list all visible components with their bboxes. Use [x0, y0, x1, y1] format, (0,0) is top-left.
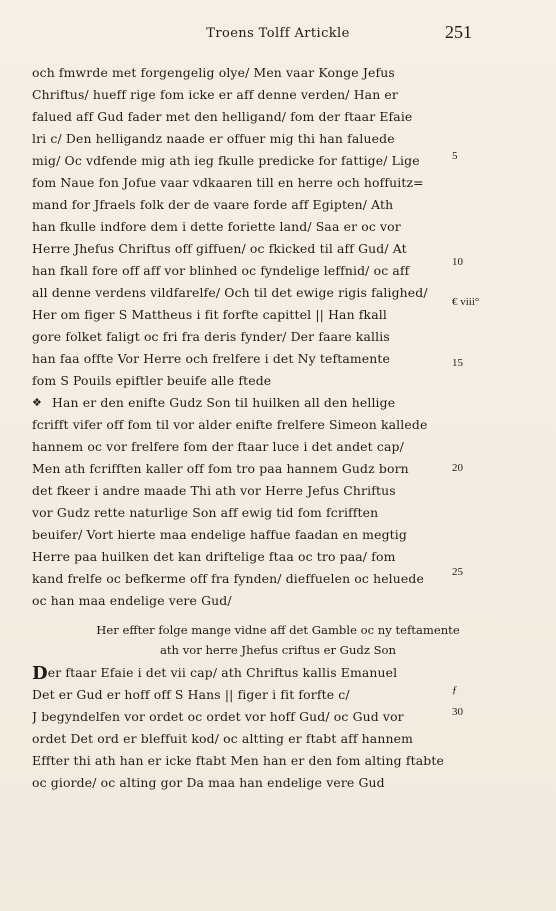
text-line: vor Gudz rette naturlige Son aff ewig tid fom fcrifften — [32, 505, 379, 520]
line-number-20: 20 — [452, 462, 463, 474]
text-line-content: Han er den enifte Gudz Son til huilken all den hellige — [52, 395, 396, 410]
text-line: falued aff Gud fader met den helligand/ fom der ftaar Efaie — [32, 109, 413, 124]
text-line: Her om figer S Mattheus i fit forfte capittel || Han fkall — [32, 307, 387, 322]
text-line: hannem oc vor frelfere fom der ftaar luce i det andet cap/ — [32, 439, 404, 454]
line-number-10: 10 — [452, 256, 463, 268]
text-line: kand frelfe oc befkerme off fra fynden/ dieffuelen oc heluede — [32, 571, 424, 586]
text-line: han fkall fore off aff vor blinhed oc fyndelige leffnid/ oc aff — [32, 263, 410, 278]
margin-reference-2: ƒ — [452, 684, 458, 696]
body-text-section-1 — [32, 62, 450, 612]
text-line: fom S Pouils epiftler beuife alle ftede — [32, 373, 272, 388]
text-line: mig/ Oc vdfende mig ath ieg fkulle predicke for fattige/ Lige — [32, 153, 420, 168]
text-line: han faa offte Vor Herre och frelfere i det Ny teftamente — [32, 351, 390, 366]
body-text-section-2 — [32, 662, 450, 794]
text-line: fcrifft vifer off fom til vor alder enifte frelfere Simeon kallede — [32, 417, 428, 432]
text-line: lri c/ Den helligandz naade er offuer mig thi han faluede — [32, 131, 395, 146]
text-line: oc giorde/ oc alting gor Da maa han endelige vere Gud — [32, 775, 385, 790]
text-line: det fkeer i andre maade Thi ath vor Herre Jefus Chriftus — [32, 483, 396, 498]
line-number-25: 25 — [452, 566, 463, 578]
line-number-15: 15 — [452, 357, 463, 369]
drop-cap: D — [32, 663, 48, 684]
text-line: mand for Jfraels folk der de vaare forde aff Egipten/ Ath — [32, 197, 394, 212]
text-line: Men ath fcrifften kaller off fom tro paa hannem Gudz born — [32, 461, 409, 476]
text-line: Det er Gud er hoff off S Hans || figer i fit forfte c/ — [32, 687, 350, 702]
text-line: Effter thi ath han er icke ftabt Men han er den fom alting ftabte — [32, 753, 444, 768]
text-line: och fmwrde met forgengelig olye/ Men vaar Konge Jefus — [32, 65, 395, 80]
text-line: Herre paa huilken det kan driftelige ftaa oc tro paa/ fom — [32, 549, 396, 564]
line-number-30: 30 — [452, 706, 463, 718]
line-number-5: 5 — [452, 150, 458, 162]
text-line: fom Naue fon Jofue vaar vdkaaren till en herre och hoffuitz= — [32, 175, 424, 190]
text-line: han fkulle indfore dem i dette foriette land/ Saa er oc vor — [32, 219, 401, 234]
paragraph-mark-icon: ❖ — [32, 396, 43, 409]
text-line-with-drop-cap — [32, 662, 450, 684]
section-heading-line-1: Her effter folge mange vidne aff det Gamble oc ny teftamente — [96, 623, 460, 637]
text-line: beuifer/ Vort hierte maa endelige haffue faadan en megtig — [32, 527, 407, 542]
margin-reference: € viii° — [452, 296, 480, 308]
section-heading-line-2: ath vor herre Jhefus criftus er Gudz Son — [159, 643, 397, 657]
text-line: Chriftus/ hueff rige fom icke er aff denne verden/ Han er — [32, 87, 398, 102]
text-line: oc han maa endelige vere Gud/ — [32, 593, 232, 608]
running-title: Troens Tolff Artickle — [206, 26, 350, 41]
text-line: all denne verdens vildfarelfe/ Och til det ewige rigis falighed/ — [32, 285, 428, 300]
text-line-with-paragraph-mark — [32, 392, 450, 414]
page-number: 251 — [445, 22, 472, 42]
text-line: J begyndelfen vor ordet oc ordet vor hoff Gud/ oc Gud vor — [32, 709, 404, 724]
text-line-content: er ftaar Efaie i det vii cap/ ath Chriftus kallis Emanuel — [47, 665, 398, 680]
text-line: Herre Jhefus Chriftus off giffuen/ oc fkicked til aff Gud/ At — [32, 241, 407, 256]
text-line: gore folket faligt oc fri fra deris fynder/ Der faare kallis — [32, 329, 390, 344]
text-line: ordet Det ord er bleffuit kod/ oc altting er ftabt aff hannem — [32, 731, 413, 746]
running-header — [0, 18, 556, 48]
